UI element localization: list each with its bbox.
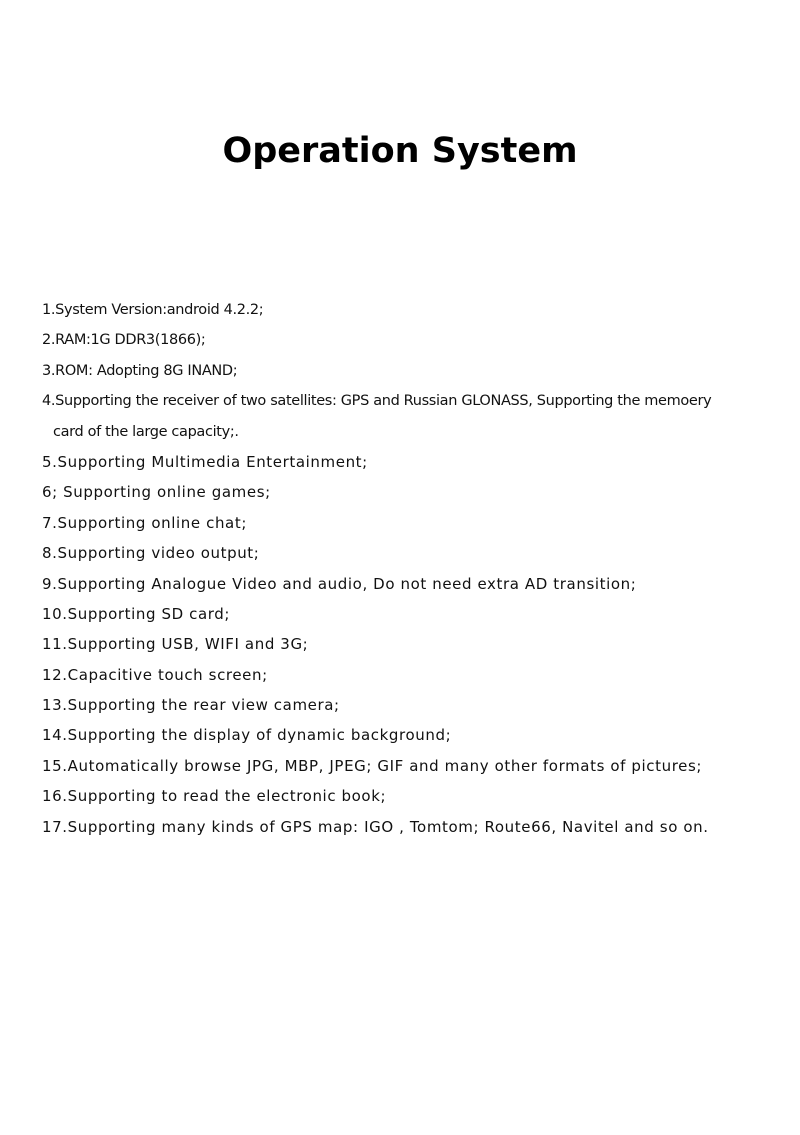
spec-item-touch-screen: 12.Capacitive touch screen; — [42, 665, 268, 684]
page-title: Operation System — [222, 131, 578, 171]
spec-item-system-version: 1.System Version:android 4.2.2; — [42, 302, 264, 318]
spec-item-online-games: 6; Supporting online games; — [42, 483, 271, 502]
spec-list — [42, 295, 772, 842]
spec-item-sd-card: 10.Supporting SD card; — [42, 604, 231, 623]
spec-item-gps-maps: 17.Supporting many kinds of GPS map: IGO , Tomtom; Route66, Navitel and so on. — [42, 817, 709, 836]
spec-item-rear-camera: 13.Supporting the rear view camera; — [42, 696, 340, 715]
spec-item-dynamic-background: 14.Supporting the display of dynamic background; — [42, 726, 452, 745]
spec-item-satellite-receiver: 4.Supporting the receiver of two satellites: GPS and Russian GLONASS, Supporting the memoery — [42, 393, 712, 410]
spec-item-video-output: 8.Supporting video output; — [42, 544, 260, 563]
spec-item-multimedia: 5.Supporting Multimedia Entertainment; — [42, 452, 368, 471]
spec-item-online-chat: 7.Supporting online chat; — [42, 513, 247, 532]
spec-item-analogue-video: 9.Supporting Analogue Video and audio, Do not need extra AD transition; — [42, 574, 637, 593]
spec-item-ram: 2.RAM:1G DDR3(1866); — [42, 332, 206, 349]
spec-item-satellite-receiver-continued: card of the large capacity;. — [53, 423, 239, 440]
spec-item-ebook: 16.Supporting to read the electronic book; — [42, 787, 387, 806]
spec-item-usb-wifi-3g: 11.Supporting USB, WIFI and 3G; — [42, 635, 309, 654]
spec-item-rom: 3.ROM: Adopting 8G INAND; — [42, 362, 238, 379]
spec-item-picture-formats: 15.Automatically browse JPG, MBP, JPEG; GIF and many other formats of pictures; — [42, 756, 703, 775]
